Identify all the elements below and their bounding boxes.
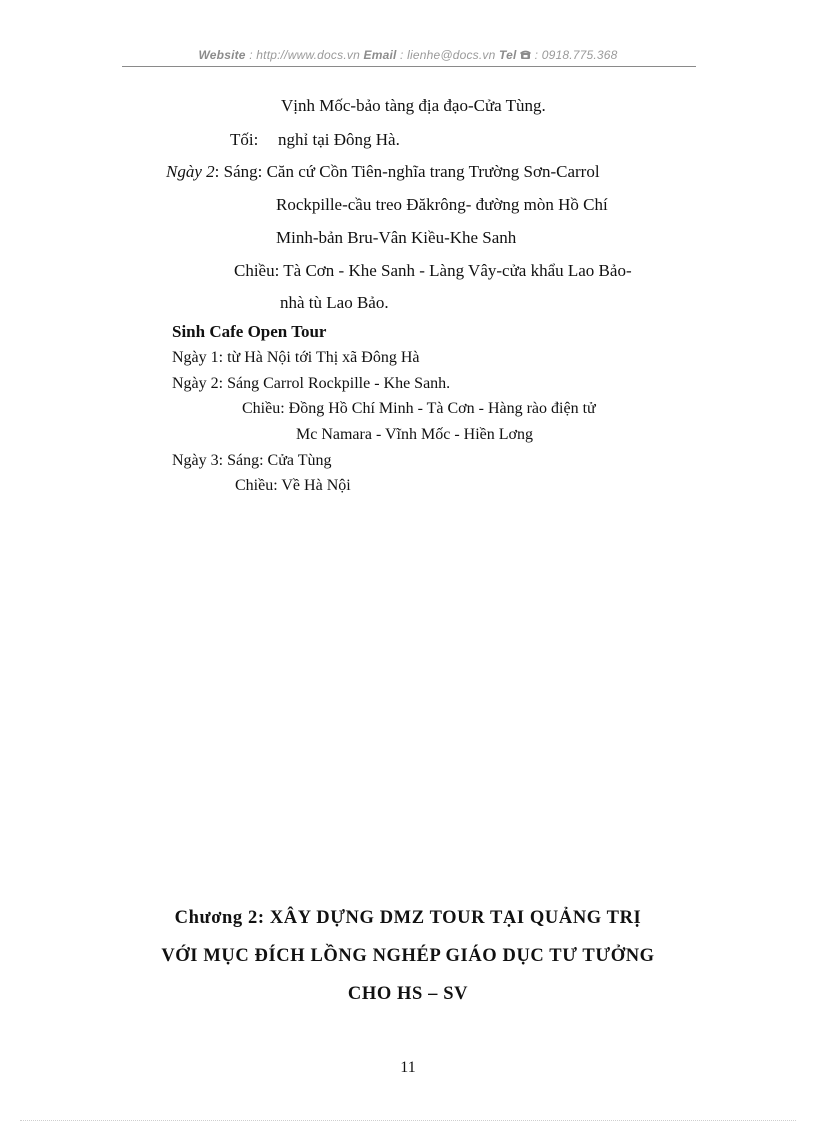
- itinerary-line: Vịnh Mốc-bảo tàng địa đạo-Cửa Tùng.: [281, 96, 546, 115]
- sinhcafe-day3-afternoon: Chiều: Về Hà Nội: [235, 477, 351, 494]
- chapter-heading-line-3: CHO HS – SV: [347, 984, 469, 1004]
- email-link[interactable]: lienhe@docs.vn: [407, 48, 496, 62]
- phone-icon: [520, 50, 531, 60]
- evening-label: Tối:: [230, 130, 259, 149]
- website-link[interactable]: http://www.docs.vn: [256, 48, 360, 62]
- section-title: Sinh Cafe Open Tour: [172, 322, 327, 341]
- sinhcafe-day2-afternoon-2: Mc Namara - Vĩnh Mốc - Hiền Lơng: [296, 426, 533, 443]
- tel-value: 0918.775.368: [541, 48, 618, 62]
- chapter-heading-line-2: VỚI MỤC ĐÍCH LỒNG NGHÉP GIÁO DỤC TƯ TƯỞNG: [161, 946, 655, 966]
- day2-line-3: Minh-bản Bru-Vân Kiều-Khe Sanh: [276, 228, 517, 247]
- sinhcafe-day2: Ngày 2: Sáng Carrol Rockpille - Khe Sanh.: [172, 375, 451, 392]
- afternoon-line: Chiều: Tà Cơn - Khe Sanh - Làng Vây-cửa khẩu Lao Bảo-: [234, 261, 632, 280]
- page-header: Website : http://www.docs.vn Email : lienhe@docs.vn Tel : 0918.775.368: [198, 48, 618, 62]
- chapter-label: Chương 2: [174, 908, 258, 928]
- day2-line-2: Rockpille-cầu treo Đăkrông- đường mòn Hồ Chí: [276, 195, 608, 214]
- website-label: Website: [198, 48, 246, 62]
- chapter-heading-line-1: Chương 2: XÂY DỰNG DMZ TOUR TẠI QUẢNG TRỊ: [174, 908, 642, 928]
- sinhcafe-day2-afternoon: Chiều: Đồng Hồ Chí Minh - Tà Cơn - Hàng rào điện tử: [242, 400, 596, 417]
- tel-label: Tel: [499, 48, 517, 62]
- page-bottom-edge: [20, 1120, 796, 1121]
- email-label: Email: [363, 48, 397, 62]
- day2-label: Ngày 2: [166, 162, 215, 181]
- header-divider: [122, 66, 696, 67]
- day2-line: Ngày 2: Sáng: Căn cứ Cồn Tiên-nghĩa trang Trường Sơn-Carrol: [166, 162, 600, 181]
- evening-text: nghỉ tại Đông Hà.: [278, 130, 400, 149]
- sinhcafe-day3: Ngày 3: Sáng: Cửa Tùng: [172, 452, 332, 469]
- afternoon-line-2: nhà tù Lao Bảo.: [280, 293, 389, 312]
- page-number: 11: [400, 1059, 416, 1076]
- sinhcafe-day1: Ngày 1: từ Hà Nội tới Thị xã Đông Hà: [172, 349, 420, 366]
